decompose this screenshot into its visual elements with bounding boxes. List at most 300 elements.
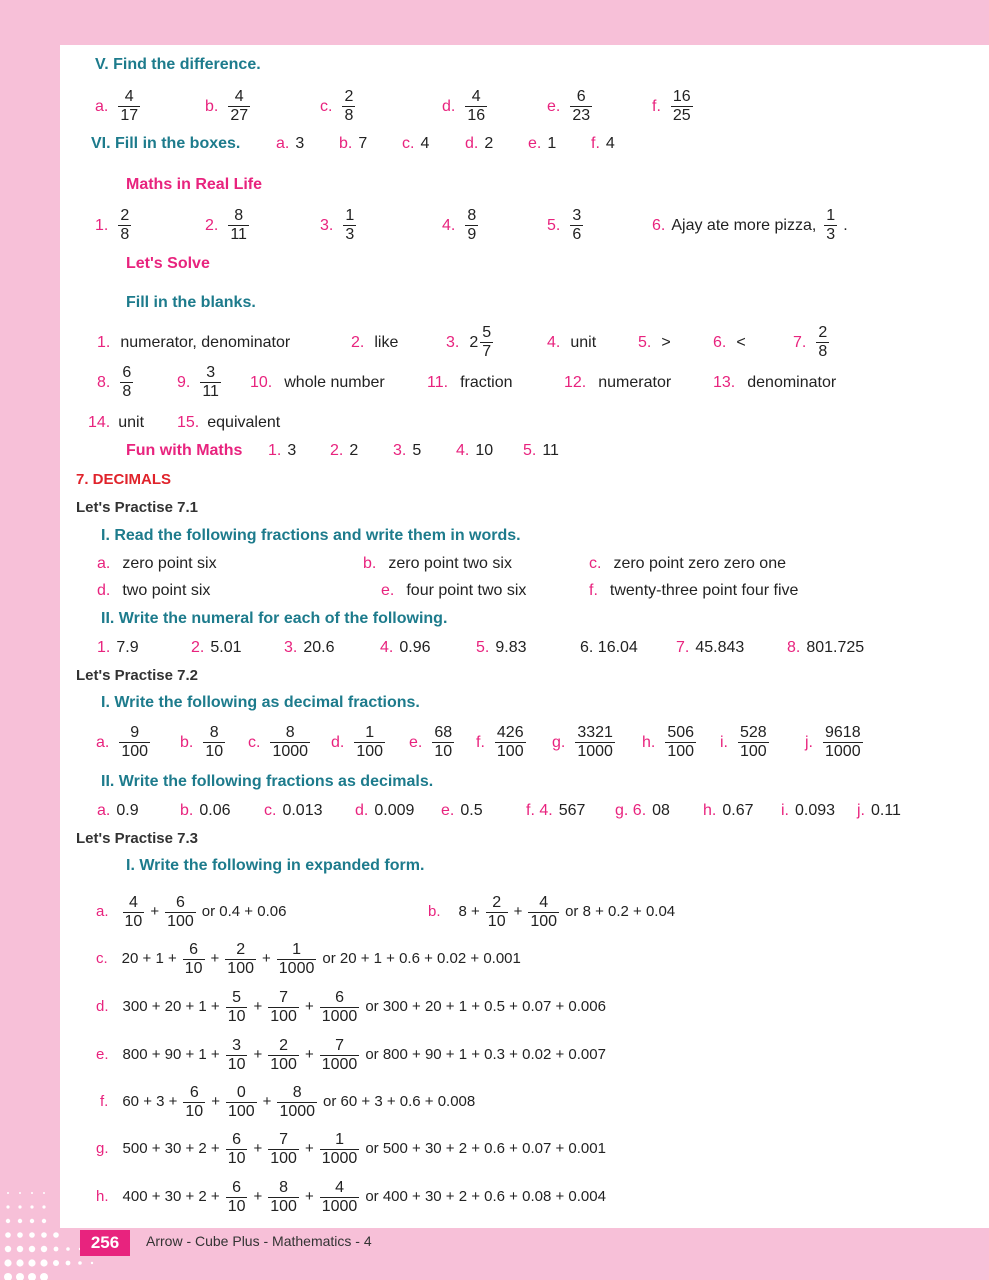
item-end: . bbox=[843, 216, 848, 234]
fraction bbox=[528, 894, 559, 931]
expansion-row bbox=[96, 1037, 606, 1074]
item-label: 1. bbox=[97, 334, 111, 351]
fraction bbox=[495, 724, 526, 761]
answer-item bbox=[456, 441, 493, 461]
item-value: 10 bbox=[475, 442, 494, 459]
item-value: 0.013 bbox=[282, 802, 323, 819]
whole-part: 8 + bbox=[458, 903, 480, 921]
fraction bbox=[118, 207, 131, 244]
denominator: 27 bbox=[230, 107, 249, 124]
plus-sign: + bbox=[253, 998, 263, 1016]
item-value: 2 bbox=[484, 135, 494, 152]
fraction bbox=[226, 1131, 248, 1168]
answer-item bbox=[250, 373, 385, 393]
fraction bbox=[671, 88, 693, 125]
denominator: 3 bbox=[345, 226, 355, 243]
item-value: 4 bbox=[420, 135, 430, 152]
denominator: 17 bbox=[120, 107, 139, 124]
answer-item bbox=[97, 638, 139, 658]
answer-item bbox=[638, 333, 671, 353]
denominator: 1000 bbox=[278, 960, 315, 977]
answer-item bbox=[713, 333, 746, 353]
answer-item bbox=[191, 638, 241, 658]
denominator: 1000 bbox=[321, 1150, 358, 1167]
item-label: i. bbox=[720, 733, 728, 751]
item-label: d. bbox=[331, 733, 345, 751]
fraction bbox=[226, 1179, 248, 1216]
fraction-item bbox=[552, 724, 615, 761]
numerator: 8 bbox=[270, 724, 310, 743]
fraction bbox=[165, 894, 196, 931]
item-label: b. bbox=[339, 135, 353, 152]
item-label: 5. bbox=[476, 639, 490, 656]
item-value: 1 bbox=[547, 135, 557, 152]
denominator: 100 bbox=[227, 960, 254, 977]
answer-item bbox=[339, 134, 367, 154]
question-title: I. Read the following fractions and write them in words. bbox=[101, 527, 521, 544]
item-label: 11. bbox=[427, 374, 449, 391]
answer-item bbox=[351, 333, 398, 353]
denominator: 10 bbox=[487, 913, 506, 930]
answer-item bbox=[97, 333, 290, 353]
fraction bbox=[432, 724, 454, 761]
denominator: 100 bbox=[270, 1008, 297, 1025]
item-label: 3. bbox=[393, 442, 407, 459]
whole-number: 2 bbox=[469, 333, 479, 351]
item-label: f. bbox=[652, 97, 661, 115]
denominator: 10 bbox=[205, 743, 224, 760]
fraction bbox=[277, 941, 317, 978]
item-value: > bbox=[661, 334, 671, 351]
numerator: 4 bbox=[228, 88, 250, 107]
plus-sign: + bbox=[210, 950, 220, 968]
answer-item bbox=[402, 134, 429, 154]
item-label: f. bbox=[591, 135, 600, 152]
fraction-item bbox=[180, 724, 225, 761]
fraction bbox=[268, 1037, 299, 1074]
fraction bbox=[320, 1037, 360, 1074]
decimal-form: or 8 + 0.2 + 0.04 bbox=[565, 903, 676, 921]
plus-sign: + bbox=[262, 1093, 272, 1111]
item-value: four point two six bbox=[406, 582, 527, 599]
section-title: V. Find the difference. bbox=[95, 56, 261, 73]
numerator: 16 bbox=[672, 88, 691, 105]
denominator: 8 bbox=[120, 226, 130, 243]
whole-part: 20 + 1 + bbox=[121, 950, 177, 968]
denominator: 10 bbox=[184, 960, 203, 977]
fraction-item bbox=[96, 724, 150, 761]
fraction-item bbox=[248, 724, 310, 761]
denominator: 8 bbox=[818, 343, 828, 360]
numerator: 1 bbox=[345, 207, 355, 224]
answer-item bbox=[615, 801, 670, 821]
item-label: b. bbox=[180, 802, 194, 819]
plus-sign: + bbox=[253, 1046, 263, 1064]
item-label: d. bbox=[465, 135, 479, 152]
fraction bbox=[270, 724, 310, 761]
numerator: 4 bbox=[528, 894, 559, 913]
fraction bbox=[226, 1084, 257, 1121]
item-value: 3 bbox=[287, 442, 297, 459]
answer-item bbox=[574, 638, 638, 658]
numerator: 6 bbox=[183, 1084, 205, 1103]
item-label: c. bbox=[96, 950, 108, 968]
numerator: 1 bbox=[354, 724, 385, 743]
item-label: a. bbox=[97, 802, 111, 819]
denominator: 11 bbox=[230, 226, 247, 243]
page-number: 256 bbox=[80, 1230, 130, 1256]
answer-item bbox=[177, 413, 280, 433]
item-label: 4. bbox=[380, 639, 394, 656]
answer-item bbox=[276, 134, 304, 154]
item-label: 10. bbox=[250, 374, 273, 391]
answer-item bbox=[523, 441, 559, 461]
decimal-form: or 60 + 3 + 0.6 + 0.008 bbox=[323, 1093, 476, 1111]
chapter-title: 7. DECIMALS bbox=[76, 471, 172, 488]
fraction-item bbox=[95, 88, 140, 125]
item-value: like bbox=[374, 334, 399, 351]
fraction-item bbox=[97, 364, 133, 401]
fraction bbox=[225, 941, 256, 978]
item-value: 5.01 bbox=[210, 639, 242, 656]
fraction bbox=[465, 88, 487, 125]
answer-item bbox=[652, 207, 848, 244]
item-value: 801.725 bbox=[806, 639, 865, 656]
item-value: 0.9 bbox=[116, 802, 139, 819]
item-label: e. bbox=[381, 582, 395, 599]
answer-item bbox=[476, 638, 526, 658]
numerator: 8 bbox=[277, 1084, 317, 1103]
item-label: d. bbox=[442, 97, 456, 115]
item-label: 1. bbox=[95, 216, 109, 234]
expansion-row bbox=[100, 1084, 475, 1121]
fraction bbox=[228, 207, 249, 244]
numerator: 7 bbox=[268, 989, 299, 1008]
answer-item bbox=[703, 801, 753, 821]
plus-sign: + bbox=[304, 1140, 314, 1158]
fraction-item bbox=[720, 724, 769, 761]
fraction bbox=[203, 724, 225, 761]
denominator: 9 bbox=[467, 226, 477, 243]
numerator: 3 bbox=[200, 364, 221, 383]
plus-sign: + bbox=[253, 1188, 263, 1206]
item-value: < bbox=[736, 334, 746, 351]
decimal-form: or 20 + 1 + 0.6 + 0.02 + 0.001 bbox=[322, 950, 521, 968]
answer-item bbox=[88, 413, 144, 433]
denominator: 1000 bbox=[321, 1008, 358, 1025]
denominator: 23 bbox=[572, 107, 591, 124]
answer-item bbox=[380, 638, 430, 658]
practice-title: Let's Practise 7.2 bbox=[76, 667, 198, 684]
fraction bbox=[486, 894, 508, 931]
item-label: 1. bbox=[97, 639, 111, 656]
fraction bbox=[343, 207, 356, 244]
fraction bbox=[320, 1179, 360, 1216]
item-label: 12. bbox=[564, 374, 587, 391]
fraction bbox=[268, 1131, 299, 1168]
denominator: 11 bbox=[202, 383, 219, 400]
item-label: 5. bbox=[547, 216, 561, 234]
numerator: 7 bbox=[320, 1037, 360, 1056]
decimal-form: or 500 + 30 + 2 + 0.6 + 0.07 + 0.001 bbox=[365, 1140, 606, 1158]
fraction-item bbox=[547, 207, 583, 244]
item-label: d. bbox=[96, 998, 109, 1016]
numerator: 9 bbox=[119, 724, 150, 743]
item-value: 7 bbox=[358, 135, 368, 152]
numerator: 6 bbox=[165, 894, 196, 913]
expansion-row bbox=[428, 894, 675, 931]
item-label: i. bbox=[781, 802, 789, 819]
item-value: 3 bbox=[295, 135, 305, 152]
numerator: 5 bbox=[482, 324, 492, 341]
denominator: 10 bbox=[227, 1008, 246, 1025]
item-label: c. bbox=[589, 555, 602, 572]
item-label: 4. bbox=[442, 216, 456, 234]
fraction bbox=[816, 324, 829, 361]
plus-sign: + bbox=[304, 998, 314, 1016]
denominator: 8 bbox=[122, 383, 132, 400]
answer-item bbox=[393, 441, 421, 461]
item-label: 8. bbox=[787, 639, 801, 656]
numerator: 1 bbox=[826, 207, 836, 224]
answer-item bbox=[564, 373, 671, 393]
item-label: j. bbox=[857, 802, 865, 819]
numerator: 8 bbox=[203, 724, 225, 743]
expansion-row bbox=[96, 941, 521, 978]
numerator: 426 bbox=[496, 724, 524, 741]
item-label: c. bbox=[402, 135, 415, 152]
answer-item bbox=[268, 441, 296, 461]
item-value: Ajay ate more pizza, bbox=[671, 216, 817, 234]
section-title: Let's Solve bbox=[126, 255, 210, 272]
item-label: 9. bbox=[177, 373, 191, 391]
denominator: 100 bbox=[270, 1150, 297, 1167]
item-label: h. bbox=[96, 1188, 109, 1206]
item-label: f. bbox=[589, 582, 598, 599]
numerator: 3 bbox=[572, 207, 582, 224]
answer-item bbox=[97, 581, 210, 601]
denominator: 100 bbox=[356, 743, 384, 760]
item-value: 0.06 bbox=[199, 802, 231, 819]
section-title: Fill in the blanks. bbox=[126, 294, 256, 311]
denominator: 10 bbox=[124, 913, 143, 930]
fraction bbox=[277, 1084, 317, 1121]
fraction-item bbox=[442, 207, 478, 244]
numerator: 6 bbox=[570, 88, 592, 107]
denominator: 100 bbox=[667, 743, 695, 760]
numerator: 2 bbox=[268, 1037, 299, 1056]
expansion-row bbox=[96, 1179, 606, 1216]
numerator: 6 bbox=[226, 1179, 248, 1198]
fraction bbox=[226, 989, 248, 1026]
item-label: 15. bbox=[177, 414, 200, 431]
item-label: d. bbox=[97, 582, 111, 599]
answer-item bbox=[284, 638, 334, 658]
expansion-row bbox=[96, 1131, 606, 1168]
item-label: b. bbox=[205, 97, 219, 115]
denominator: 100 bbox=[121, 743, 149, 760]
numerator: 8 bbox=[228, 207, 249, 226]
numerator: 506 bbox=[667, 724, 695, 741]
numerator: 2 bbox=[344, 88, 354, 105]
denominator: 8 bbox=[344, 107, 354, 124]
fraction bbox=[354, 724, 385, 761]
answer-item bbox=[589, 581, 798, 601]
numerator: 528 bbox=[740, 724, 767, 741]
practice-title: Let's Practise 7.1 bbox=[76, 499, 198, 516]
item-value: 45.843 bbox=[695, 639, 745, 656]
item-value: 6. 16.04 bbox=[580, 639, 638, 656]
item-value: 0.96 bbox=[399, 639, 431, 656]
fraction-item bbox=[320, 207, 356, 244]
item-value: 9.83 bbox=[495, 639, 527, 656]
item-value: 11 bbox=[542, 442, 559, 459]
item-label: 13. bbox=[713, 374, 736, 391]
item-label: 8. bbox=[97, 373, 111, 391]
numerator: 3 bbox=[226, 1037, 248, 1056]
fraction bbox=[123, 894, 145, 931]
item-label: 2. bbox=[330, 442, 344, 459]
numerator: 6 bbox=[320, 989, 360, 1008]
numerator: 4 bbox=[118, 88, 140, 107]
item-label: a. bbox=[96, 733, 110, 751]
numerator: 6 bbox=[183, 941, 205, 960]
item-value: 7.9 bbox=[116, 639, 139, 656]
answer-item bbox=[528, 134, 556, 154]
section-title: VI. Fill in the boxes. bbox=[91, 135, 241, 152]
fraction bbox=[228, 88, 250, 125]
item-label: e. bbox=[409, 733, 423, 751]
whole-part: 60 + 3 + bbox=[122, 1093, 178, 1111]
numerator: 8 bbox=[467, 207, 477, 224]
fraction bbox=[480, 324, 493, 361]
question-title: I. Write the following as decimal fractions. bbox=[101, 694, 420, 711]
whole-part: 500 + 30 + 2 + bbox=[122, 1140, 220, 1158]
plus-sign: + bbox=[253, 1140, 263, 1158]
item-label: g. bbox=[552, 733, 566, 751]
denominator: 6 bbox=[572, 226, 582, 243]
denominator: 1000 bbox=[272, 743, 309, 760]
fraction bbox=[183, 1084, 205, 1121]
item-label: g. 6. bbox=[615, 802, 647, 819]
numerator: 6 bbox=[122, 364, 132, 381]
item-label: f. bbox=[476, 733, 485, 751]
item-label: b. bbox=[428, 903, 441, 921]
item-label: a. bbox=[96, 903, 109, 921]
item-value: 0.67 bbox=[722, 802, 754, 819]
fraction-item bbox=[320, 88, 355, 125]
item-value: 0.009 bbox=[374, 802, 415, 819]
item-label: 5. bbox=[638, 334, 652, 351]
plus-sign: + bbox=[304, 1046, 314, 1064]
numerator: 2 bbox=[120, 207, 130, 224]
fraction bbox=[824, 207, 837, 244]
item-label: 6. bbox=[652, 216, 666, 234]
fraction bbox=[570, 88, 592, 125]
answer-item bbox=[787, 638, 864, 658]
item-value: 2 bbox=[349, 442, 359, 459]
item-label: 7. bbox=[793, 333, 807, 351]
fraction bbox=[342, 88, 355, 125]
decimal-form: or 400 + 30 + 2 + 0.6 + 0.08 + 0.004 bbox=[365, 1188, 606, 1206]
fraction-item bbox=[793, 324, 829, 361]
fraction-item bbox=[95, 207, 131, 244]
plus-sign: + bbox=[211, 1093, 220, 1111]
expansion-row bbox=[96, 989, 606, 1026]
answer-item bbox=[526, 801, 585, 821]
answer-item bbox=[97, 801, 139, 821]
item-value: numerator, denominator bbox=[120, 334, 291, 351]
plus-sign: + bbox=[304, 1188, 314, 1206]
answer-item bbox=[465, 134, 493, 154]
answer-item bbox=[857, 801, 901, 821]
fraction bbox=[183, 941, 205, 978]
fraction bbox=[320, 989, 360, 1026]
numerator: 1 bbox=[320, 1131, 360, 1150]
numerator: 4 bbox=[465, 88, 487, 107]
denominator: 10 bbox=[227, 1198, 246, 1215]
item-label: e. bbox=[441, 802, 455, 819]
item-label: 3. bbox=[320, 216, 334, 234]
item-label: 3. bbox=[284, 639, 298, 656]
answer-item bbox=[97, 554, 217, 574]
denominator: 100 bbox=[530, 913, 558, 930]
item-value: zero point six bbox=[122, 555, 217, 572]
item-label: c. bbox=[320, 97, 333, 115]
item-label: 5. bbox=[523, 442, 537, 459]
item-label: e. bbox=[547, 97, 561, 115]
practice-title: Let's Practise 7.3 bbox=[76, 830, 198, 847]
item-label: 4. bbox=[456, 442, 470, 459]
item-label: a. bbox=[97, 555, 111, 572]
answer-item bbox=[713, 373, 836, 393]
item-value: 4 bbox=[605, 135, 615, 152]
item-label: h. bbox=[703, 802, 717, 819]
fraction bbox=[268, 989, 299, 1026]
numerator: 3321 bbox=[577, 724, 613, 741]
item-label: 2. bbox=[191, 639, 205, 656]
item-value: 08 bbox=[652, 802, 670, 819]
plus-sign: + bbox=[262, 950, 271, 968]
fraction bbox=[118, 88, 140, 125]
item-label: 14. bbox=[88, 414, 111, 431]
fraction bbox=[320, 1131, 360, 1168]
fraction bbox=[738, 724, 769, 761]
numerator: 7 bbox=[268, 1131, 299, 1150]
numerator: 4 bbox=[123, 894, 145, 913]
item-label: c. bbox=[248, 733, 261, 751]
denominator: 100 bbox=[227, 1103, 255, 1120]
fraction bbox=[268, 1179, 299, 1216]
question-title: II. Write the following fractions as decimals. bbox=[101, 773, 434, 790]
numerator: 2 bbox=[818, 324, 828, 341]
numerator: 4 bbox=[320, 1179, 360, 1198]
fraction-item bbox=[205, 207, 249, 244]
numerator: 2 bbox=[225, 941, 256, 960]
numerator: 8 bbox=[268, 1179, 299, 1198]
item-label: e. bbox=[528, 135, 542, 152]
answer-item bbox=[381, 581, 526, 601]
item-value: unit bbox=[570, 334, 597, 351]
decimal-form: or 300 + 20 + 1 + 0.5 + 0.07 + 0.006 bbox=[365, 998, 606, 1016]
denominator: 100 bbox=[270, 1198, 297, 1215]
fraction bbox=[570, 207, 583, 244]
item-value: 0.11 bbox=[871, 802, 901, 819]
denominator: 7 bbox=[482, 343, 492, 360]
item-label: a. bbox=[95, 97, 109, 115]
item-label: 1. bbox=[268, 442, 282, 459]
answer-item bbox=[446, 324, 493, 361]
